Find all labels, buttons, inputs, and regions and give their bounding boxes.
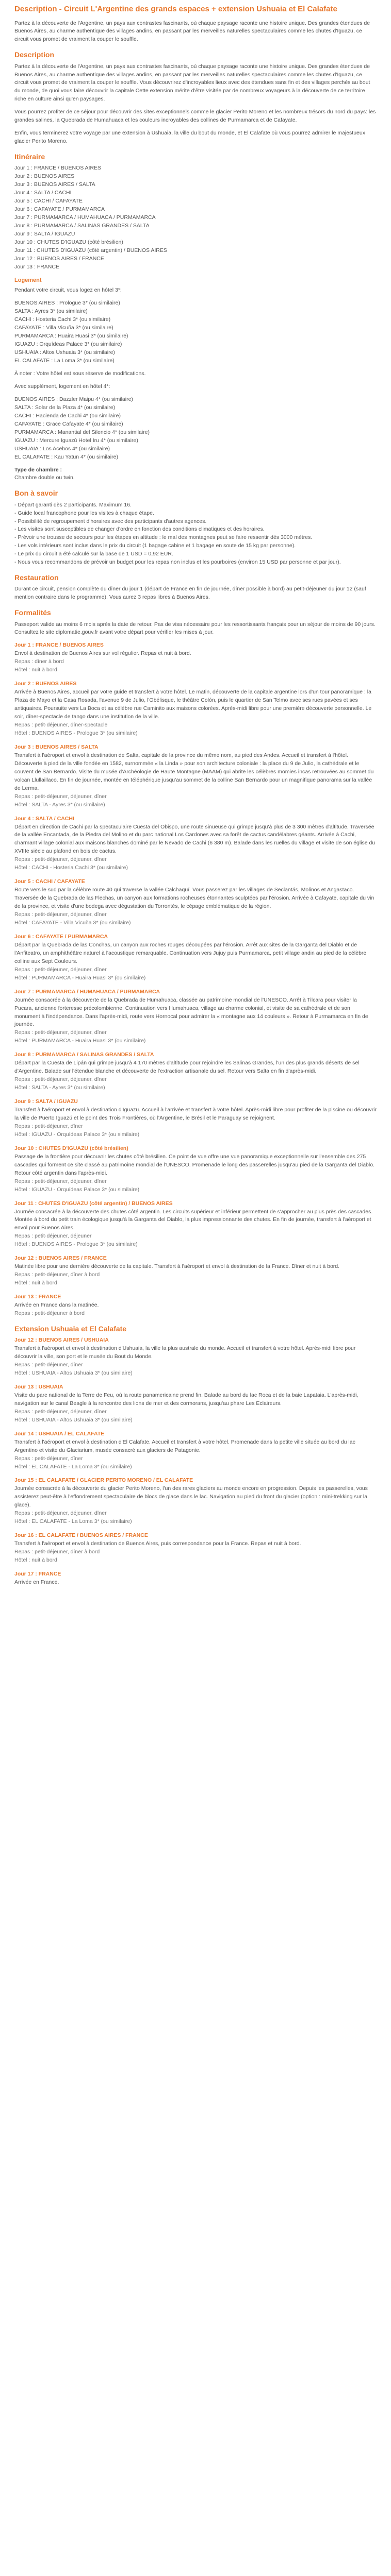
day-description: Arrivée en France dans la matinée. [14,1302,99,1309]
description-title: Description [14,50,55,59]
day-title: Jour 10 : CHUTES D'IGUAZU (côté brésilien) [14,1145,128,1151]
day-meals: Repas : petit-déjeuner, déjeuner, dîner [14,1076,107,1083]
day-description: Visite du parc national de la Terre de Feu, où la route panamericaine prend fin. Balade au bord du lac Roca et de la baie Lapataia. L'après-midi, navigation sur le canal Beagle à la rencontre des lions de mer et des cormorans, jusqu'au phare Les Eclaireurs. [14,1392,359,1406]
description-section [14,50,377,146]
itinerary-line: Jour 6 : CAFAYATE / PURMAMARCA [14,206,105,213]
day-title: Jour 13 : USHUAIA [14,1383,63,1390]
hotel-item: USHUAIA : Altos Ushuaia 3* (ou similaire) [14,349,115,356]
day-title: Jour 5 : CACHI / CAFAYATE [14,878,85,885]
day-block [14,743,377,809]
day-meals: Repas : petit-déjeuner, dîner [14,1455,83,1462]
day-description: Départ en direction de Cachi par la spectaculaire Cuesta del Obispo, une route sinueuse qui grimpe jusqu'à plus de 3 300 mètres d'altitude. Traversée de la vallée Encantada, de la Piedra del Molino et du parc national Los Cardones avec sa forêt de cactus candélabres géants. Arrivée à Cachi, charmant village colonial aux maisons blanches dominé par le Nevado de Cachi (6 380 m). Balade dans les ruelles du village et visite de son église du XVIIIe siècle au plafond en bois de cactus. [14,823,376,855]
day-hotel: Hôtel : USHUAIA - Altos Ushuaia 3* (ou similaire) [14,1416,133,1423]
day-title: Jour 13 : FRANCE [14,1294,61,1300]
day-description: Arrivée à Buenos Aires, accueil par votre guide et transfert à votre hôtel. Le matin, découverte de la capitale argentine lors d'un tour panoramique : la Plaza de Mayo et la Casa Rosada, l'avenue 9 de Julio, l'Obélisque, le théâtre Colón, puis le quartier de San Telmo avec ses rues pavées et ses antiquaires. Poursuite vers La Boca et sa célèbre rue Caminito aux maisons colorées. Après-midi libre pour une première découverte personnelle. Le soir, dîner-spectacle de tango dans une institution de la ville. [14,689,372,720]
good-to-know-item: - Nous vous recommandons de prévoir un budget pour les repas non inclus et les pourboires (environ 15 USD par personne et par jour). [14,559,341,566]
day-title: Jour 14 : USHUAIA / EL CALAFATE [14,1430,105,1437]
formalites-title: Formalités [14,608,51,617]
day-title: Jour 3 : BUENOS AIRES / SALTA [14,743,99,750]
document-title: Description - Circuit L'Argentine des grands espaces + extension Ushuaia et El Calafate [14,5,337,13]
day-description: Transfert à l'aéroport et envol à destination d'El Calafate. Accueil et transfert à votre hôtel. Promenade dans la petite ville située au bord du lac Argentino et visite du Glaciarium, musée consacré aux glaciers de Patagonie. [14,1438,355,1453]
itinerary-list [14,164,377,271]
day-meals: Repas : petit-déjeuner, dîner à bord [14,1272,100,1278]
day-hotel: Hôtel : nuit à bord [14,667,57,673]
day-block [14,1145,377,1194]
day-description: Transfert à l'aéroport et envol à destination d'Ushuaia, la ville la plus australe du monde. Accueil et transfert à votre hôtel. Après-midi libre pour découvrir la ville, son port et le musée du Bout du Monde. [14,1345,356,1360]
supplement-item: IGUAZU : Mercure Iguazú Hotel Iru 4* (ou similaire) [14,437,138,444]
day-description: Route vers le sud par la célèbre route 40 qui traverse la vallée Calchaquí. Vous passerez par les villages de Seclantás, Molinos et Angastaco. Traversée de la Quebrada de las Flechas, un canyon aux formations rocheuses étonnantes sculptées par l'érosion. Arrivée à Cafayate, capitale du vin de la province, et visite d'une bodega avec dégustation du Torrontés, le cépage emblématique de la région. [14,887,374,910]
day-meals: Repas : petit-déjeuner, déjeuner, dîner [14,911,107,918]
good-to-know-item: - Le prix du circuit a été calculé sur la base de 1 USD = 0,92 EUR. [14,551,173,557]
day-block [14,1570,377,1587]
day-meals: Repas : dîner à bord [14,658,64,665]
day-description: Envol à destination de Buenos Aires sur vol régulier. Repas et nuit à bord. [14,650,191,657]
supplement-item: PURMAMARCA : Manantial del Silencio 4* (ou similaire) [14,429,150,435]
itinerary-section [14,152,377,272]
extension-section [14,1324,377,1587]
day-block [14,933,377,982]
good-to-know-title: Bon à savoir [14,489,58,498]
hotel-list [14,299,377,365]
hotel-item: BUENOS AIRES : Prologue 3* (ou similaire) [14,300,120,307]
itinerary-line: Jour 9 : SALTA / IGUAZU [14,230,75,237]
itinerary-line: Jour 13 : FRANCE [14,263,59,270]
day-block [14,815,377,873]
supplement-item: BUENOS AIRES : Dazzler Maipu 4* (ou similaire) [14,396,133,402]
day-hotel: Hôtel : nuit à bord [14,1557,57,1564]
description-paragraph: Partez à la découverte de l'Argentine, un pays aux contrastes fascinants, où chaque paysage raconte une histoire unique. Des grandes étendues de Buenos Aires, au charme authentique des villages andins, en passant par les merveilles naturelles spectaculaires comme les chutes d'Iguazu, ce circuit vous promet de vraiment la couper le souffle. Vous découvrirez d'incroyables lieux avec des étendues sans fin et des villages perchés au bout du monde, de quoi vous faire découvrir la capitale Cette extension mérite d'être visitée par de nombreux voyageurs à la découverte de ce territoire riche en culture ainsi qu'en paysages. [14,63,370,103]
supplement-item: SALTA : Solar de la Plaza 4* (ou similaire) [14,404,116,411]
logement-title: Logement [14,277,42,283]
logement-intro: Pendant votre circuit, vous logez en hôtel 3*: [14,287,122,294]
supplement-intro: Avec supplément, logement en hôtel 4*: [14,383,110,389]
document-page [7,0,384,1600]
day-meals: Repas : petit-déjeuner, déjeuner [14,1233,92,1240]
restauration-text: Durant ce circuit, pension complète du dîner du jour 1 (départ de France en fin de journée, dîner possible à bord) au petit-déjeuner du jour 12 (sauf mention contraire dans le programme). Vous aurez 3 repas libres à Buenos Aires. [14,586,366,601]
day-block [14,1477,377,1526]
day-meals: Repas : petit-déjeuner, déjeuner, dîner [14,1178,107,1184]
day-block [14,1430,377,1471]
day-hotel: Hôtel : IGUAZU - Orquídeas Palace 3* (ou similaire) [14,1186,140,1193]
itinerary-line: Jour 10 : CHUTES D'IGUAZU (côté brésilien) [14,239,123,245]
day-hotel: Hôtel : SALTA - Ayres 3* (ou similaire) [14,801,105,808]
day-meals: Repas : petit-déjeuner, déjeuner, dîner [14,856,107,863]
room-type-title: Type de chambre : [14,466,62,473]
day-hotel: Hôtel : IGUAZU - Orquídeas Palace 3* (ou similaire) [14,1131,140,1138]
day-block [14,641,377,674]
day-description: Passage de la frontière pour découvrir les chutes côté brésilien. Ce point de vue offre une vue panoramique exceptionnelle sur l'ensemble des 275 cascades qui forment ce site classé au patrimoine mondial de l'UNESCO. Promenade le long des passerelles jusqu'au pied de la Garganta del Diablo. Retour côté argentin dans l'après-midi. [14,1153,374,1176]
day-description: Départ par la Cuesta de Lipán qui grimpe jusqu'à 4 170 mètres d'altitude pour rejoindre les Salinas Grandes, l'un des plus grands déserts de sel d'Argentine. Balade sur l'étendue blanche et découverte de l'extraction artisanale du sel. Retour vers Salta en fin d'après-midi. [14,1060,360,1075]
day-hotel: Hôtel : BUENOS AIRES - Prologue 3* (ou similaire) [14,1241,138,1248]
day-meals: Repas : petit-déjeuner, dîner à bord [14,1549,100,1555]
day-title: Jour 12 : BUENOS AIRES / FRANCE [14,1255,107,1262]
hotel-item: CAFAYATE : Villa Vicuña 3* (ou similaire) [14,325,113,331]
day-title: Jour 2 : BUENOS AIRES [14,681,77,687]
hotel-item: EL CALAFATE : La Loma 3* (ou similaire) [14,358,115,364]
day-title: Jour 11 : CHUTES D'IGUAZU (côté argentin) / BUENOS AIRES [14,1200,173,1207]
day-title: Jour 7 : PURMAMARCA / HUMAHUACA / PURMAMARCA [14,988,160,995]
day-meals: Repas : petit-déjeuner, déjeuner, dîner [14,1408,107,1415]
day-description: Transfert à l'aéroport et envol à destination de Salta, capitale de la province du même nom, au pied des Andes. Accueil et transfert à l'hôtel. Découverte à pied de la ville fondée en 1582, surnommée « la Linda » pour son architecture coloniale : la place du 9 de Julio, la cathédrale et le couvent de San Bernardo. Visite du musée d'Archéologie de Haute Montagne (MAAM) qui abrite les célèbres momies incas retrouvées au sommet du volcan Llullaillaco. En fin de journée, montée en téléphérique jusqu'au sommet de la colline San Bernardo pour un magnifique panorama sur la vallée de Lerma. [14,752,374,791]
day-description: Transfert à l'aéroport et envol à destination d'Iguazu. Accueil à l'arrivée et transfert à votre hôtel. Après-midi libre pour profiter de la piscine ou découvrir la ville de Puerto Iguazú et le point des Trois Frontières, où l'Argentine, le Brésil et le Paraguay se rejoignent. [14,1107,377,1121]
day-description: Journée consacrée à la découverte du glacier Perito Moreno, l'un des rares glaciers au monde encore en progression. Depuis les passerelles, vous assisterez peut-être à l'effondrement spectaculaire de blocs de glace dans le lac. Navigation au pied du front du glacier (option : mini-trekking sur la glace). [14,1485,368,1509]
day-description: Arrivée en France. [14,1579,59,1585]
itinerary-line: Jour 12 : BUENOS AIRES / FRANCE [14,255,104,262]
day-meals: Repas : petit-déjeuner, déjeuner, dîner [14,966,107,973]
itinerary-title: Itinéraire [14,152,45,161]
day-block [14,1383,377,1425]
supplement-item: CACHI : Hacienda de Cachi 4* (ou similaire) [14,412,121,419]
description-paragraph: Vous pourrez profiter de ce séjour pour découvrir des sites exceptionnels comme le glacier Perito Moreno et les nombreux trésors du nord du pays: les grandes salines, la Quebrada de Humahuaca et les couleurs incroyables des collines de Purmamarca et de Cafayate. [14,109,376,124]
supplement-item: USHUAIA : Los Acebos 4* (ou similaire) [14,445,110,452]
good-to-know-list [14,501,377,567]
day-description: Journée consacrée à la découverte des chutes côté argentin. Les circuits supérieur et inférieur permettent de s'approcher au plus près des cascades. Montée à bord du petit train écologique jusqu'à la Garganta del Diablo, la plus impressionnante des chutes. En fin de journée, transfert à l'aéroport et envol pour Buenos Aires. [14,1208,373,1231]
day-meals: Repas : petit-déjeuner à bord [14,1310,85,1317]
itinerary-line: Jour 8 : PURMAMARCA / SALINAS GRANDES / SALTA [14,222,150,229]
day-hotel: Hôtel : CACHI - Hosteria Cachi 3* (ou similaire) [14,865,128,871]
hotel-item: IGUAZU : Orquídeas Palace 3* (ou similaire) [14,341,122,348]
day-title: Jour 6 : CAFAYATE / PURMAMARCA [14,933,108,940]
day-block [14,1255,377,1287]
day-description: Transfert à l'aéroport et envol à destination de Buenos Aires, puis correspondance pour la France. Repas et nuit à bord. [14,1540,301,1547]
itinerary-line: Jour 1 : FRANCE / BUENOS AIRES [14,165,102,172]
itinerary-line: Jour 2 : BUENOS AIRES [14,173,75,180]
day-title: Jour 17 : FRANCE [14,1570,61,1577]
day-block [14,1293,377,1318]
itinerary-line: Jour 3 : BUENOS AIRES / SALTA [14,181,95,188]
day-block [14,1051,377,1092]
day-hotel: Hôtel : CAFAYATE - Villa Vicuña 3* (ou similaire) [14,919,131,926]
day-block [14,1532,377,1565]
itinerary-line: Jour 11 : CHUTES D'IGUAZU (côté argentin) / BUENOS AIRES [14,247,167,253]
supplement-item: CAFAYATE : Grace Cafayate 4* (ou similaire) [14,420,123,427]
itinerary-line: Jour 4 : SALTA / CACHI [14,190,72,196]
day-meals: Repas : petit-déjeuner, déjeuner, dîner [14,1029,107,1036]
day-meals: Repas : petit-déjeuner, dîner [14,1123,83,1129]
day-block [14,1336,377,1378]
room-type [14,466,377,483]
day-title: Jour 4 : SALTA / CACHI [14,815,74,822]
day-title: Jour 15 : EL CALAFATE / GLACIER PERITO MORENO / EL CALAFATE [14,1477,193,1484]
room-type-text: Chambre double ou twin. [14,474,75,481]
day-hotel: Hôtel : nuit à bord [14,1280,57,1286]
day-meals: Repas : petit-déjeuner, déjeuner, dîner [14,1510,107,1517]
day-hotel: Hôtel : EL CALAFATE - La Loma 3* (ou similaire) [14,1518,132,1525]
day-description: Journée consacrée à la découverte de la Quebrada de Humahuaca, classée au patrimoine mondial de l'UNESCO. Arrêt à Tilcara pour visiter la Pucara, ancienne forteresse précolombienne. Continuation vers Humahuaca, village au charme colonial, et visite de sa cathédrale et de son monument à l'indépendance. Dans l'après-midi, route vers Hornocal pour admirer la « montagne aux 14 couleurs ». Retour à Purmamarca en fin de journée. [14,996,368,1028]
day-description: Départ par la Quebrada de las Conchas, un canyon aux roches rouges découpées par l'érosion. Arrêt aux sites de la Garganta del Diablo et de l'Anfiteatro, un amphithéâtre naturel à l'acoustique remarquable. Continuation vers Jujuy puis Purmamarca, petit village andin au pied de la célèbre colline aux Sept Couleurs. [14,941,367,964]
hotel-item: CACHI : Hosteria Cachi 3* (ou similaire) [14,316,111,323]
hotel-item: PURMAMARCA : Huaira Huasi 3* (ou similaire) [14,333,128,340]
day-block [14,1098,377,1139]
good-to-know-item: - Départ garanti dès 2 participants. Maximum 16. [14,501,132,508]
day-description: Matinée libre pour une dernière découverte de la capitale. Transfert à l'aéroport et envol à destination de la France. Dîner et nuit à bord. [14,1263,340,1270]
description-paragraph: Enfin, vous terminerez votre voyage par une extension à Ushuaia, la ville du bout du monde, et El Calafate où vous pourrez admirer le majestueux glacier Perito Moreno. [14,130,365,145]
day-title: Jour 8 : PURMAMARCA / SALINAS GRANDES / SALTA [14,1052,154,1058]
day-hotel: Hôtel : BUENOS AIRES - Prologue 3* (ou similaire) [14,730,138,736]
restauration-section [14,573,377,602]
good-to-know-item: - Guide local francophone pour les visites à chaque étape. [14,510,154,516]
program-section [14,641,377,1318]
day-meals: Repas : petit-déjeuner, dîner [14,1362,83,1368]
day-block [14,680,377,738]
hotel-item: SALTA : Ayres 3* (ou similaire) [14,308,88,315]
itinerary-line: Jour 5 : CACHI / CAFAYATE [14,198,83,205]
day-block [14,988,377,1046]
day-meals: Repas : petit-déjeuner, dîner-spectacle [14,722,108,728]
restauration-title: Restauration [14,573,59,582]
day-block [14,878,377,927]
day-block [14,1200,377,1249]
day-title: Jour 12 : BUENOS AIRES / USHUAIA [14,1337,109,1344]
day-title: Jour 1 : FRANCE / BUENOS AIRES [14,642,104,649]
good-to-know-item: - Prévoir une trousse de secours pour les étapes en altitude : le mal des montagnes peut se faire ressentir dès 3000 mètres. [14,534,313,541]
day-hotel: Hôtel : SALTA - Ayres 3* (ou similaire) [14,1084,105,1091]
day-hotel: Hôtel : PURMAMARCA - Huaira Huasi 3* (ou similaire) [14,1038,146,1044]
day-title: Jour 16 : EL CALAFATE / BUENOS AIRES / FRANCE [14,1532,148,1539]
good-to-know-section [14,488,377,567]
good-to-know-item: - Les visites sont susceptibles de changer d'ordre en fonction des conditions climatiques et des horaires. [14,526,265,533]
supplement-item: EL CALAFATE : Kau Yatun 4* (ou similaire) [14,453,118,460]
day-hotel: Hôtel : PURMAMARCA - Huaira Huasi 3* (ou similaire) [14,974,146,981]
extension-title: Extension Ushuaia et El Calafate [14,1324,127,1333]
good-to-know-item: - Possibilité de regroupement d'horaires avec des participants d'autres agences. [14,518,207,524]
intro-paragraph: Partez à la découverte de l'Argentine, un pays aux contrastes fascinants, où chaque paysage raconte une histoire unique. Des grandes étendues de Buenos Aires, au charme authentique des villages andins, en passant par les merveilles naturelles spectaculaires comme les chutes d'Iguazu, ce circuit vous promet de vraiment la couper le souffle. [14,20,370,43]
formalites-text: Passeport valide au moins 6 mois après la date de retour. Pas de visa nécessaire pour les ressortissants français pour un séjour de moins de 90 jours. Consultez le site diplomatie.gouv.fr avant votre départ pour vérifier les mises à jour. [14,621,376,636]
day-hotel: Hôtel : USHUAIA - Altos Ushuaia 3* (ou similaire) [14,1369,133,1376]
supplement-list [14,396,377,462]
good-to-know-item: - Les vols intérieurs sont inclus dans le prix du circuit (1 bagage cabine et 1 bagage en soute de 15 kg par personne). [14,543,296,549]
logement-section [14,276,377,483]
day-hotel: Hôtel : EL CALAFATE - La Loma 3* (ou similaire) [14,1463,132,1470]
day-title: Jour 9 : SALTA / IGUAZU [14,1098,78,1105]
logement-note: À noter : Votre hôtel est sous réserve de modifications. [14,370,146,377]
day-meals: Repas : petit-déjeuner, déjeuner, dîner [14,793,107,800]
itinerary-line: Jour 7 : PURMAMARCA / HUMAHUACA / PURMAMARCA [14,214,156,221]
formalites-section [14,608,377,637]
